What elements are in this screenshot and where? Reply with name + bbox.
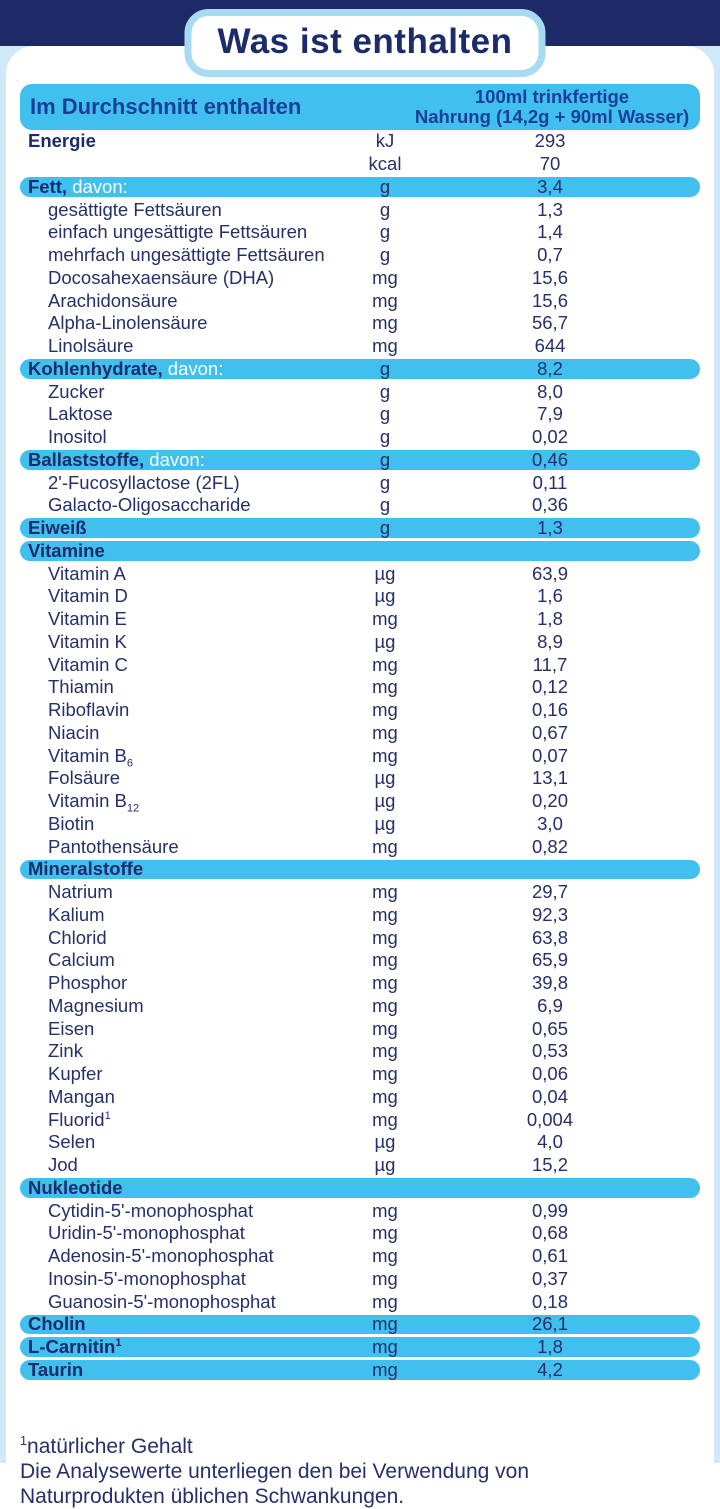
table-row: [20, 722, 700, 745]
row-label: gesättigte Fettsäuren: [48, 198, 222, 220]
row-unit: g: [379, 221, 391, 243]
row-label: Mineralstoffe: [28, 858, 144, 880]
table-row: [20, 949, 700, 972]
row-value: 1,4: [537, 221, 563, 243]
row-unit: g: [379, 380, 391, 402]
table-row: [20, 130, 700, 153]
row-label: Kohlenhydrate, davon:: [28, 357, 224, 379]
row-label: Alpha-Linolensäure: [48, 312, 208, 334]
row-unit: mg: [372, 1358, 398, 1380]
footnote-sup: 1: [20, 1434, 28, 1448]
table-row: [20, 221, 700, 244]
table-row: [20, 1359, 700, 1382]
row-label: Inositol: [48, 426, 107, 448]
row-unit: mg: [372, 1290, 398, 1312]
row-value: 0,99: [531, 1199, 568, 1221]
row-label: Zink: [48, 1040, 83, 1062]
table-row: [20, 244, 700, 267]
row-value: 0,53: [531, 1040, 568, 1062]
table-row: [20, 358, 700, 381]
row-unit: mg: [372, 1085, 398, 1107]
row-label: Nukleotide: [28, 1176, 123, 1198]
row-value: 0,7: [537, 244, 563, 266]
row-value: 1,6: [537, 585, 563, 607]
row-value: 3,4: [537, 175, 563, 197]
table-row: [20, 1154, 700, 1177]
row-label: Jod: [48, 1154, 78, 1176]
table-row: [20, 1268, 700, 1291]
table-header-bar: [20, 84, 700, 130]
row-value: 0,20: [531, 790, 568, 812]
table-row: [20, 540, 700, 563]
row-label: 2'-Fucosyllactose (2FL): [48, 471, 240, 493]
row-unit: µg: [374, 1154, 396, 1176]
row-unit: µg: [374, 585, 396, 607]
row-label: Galacto-Oligosaccharide: [48, 494, 251, 516]
table-row: [20, 1313, 700, 1336]
row-label: Vitamin E: [48, 608, 127, 630]
table-row: [20, 767, 700, 790]
row-label: Eisen: [48, 1017, 95, 1039]
table-row: [20, 858, 700, 881]
row-value: 39,8: [531, 972, 568, 994]
table-row: [20, 426, 700, 449]
row-value: 0,12: [531, 676, 568, 698]
header-left-label: Im Durchschnitt enthalten: [30, 94, 302, 119]
row-unit: mg: [372, 721, 398, 743]
row-unit: µg: [374, 630, 396, 652]
row-unit: g: [379, 494, 391, 516]
row-label: Folsäure: [48, 767, 120, 789]
table-row: [20, 790, 700, 813]
row-value: 293: [534, 130, 566, 152]
row-value: 0,16: [531, 699, 568, 721]
row-label: Zucker: [48, 380, 105, 402]
row-value: 56,7: [531, 312, 568, 334]
row-unit: mg: [372, 608, 398, 630]
row-label: Linolsäure: [48, 335, 134, 357]
row-label: Arachidonsäure: [48, 289, 178, 311]
table-row: [20, 176, 700, 199]
row-unit: g: [379, 471, 391, 493]
row-unit: g: [379, 357, 391, 379]
row-value: 15,6: [531, 289, 568, 311]
table-row: [20, 267, 700, 290]
row-label: Laktose: [48, 403, 113, 425]
table-row: [20, 926, 700, 949]
row-value: 1,8: [537, 1336, 563, 1358]
row-value: 4,0: [537, 1131, 563, 1153]
row-value: 63,9: [531, 562, 568, 584]
page-title: Was ist enthalten: [217, 22, 513, 61]
row-value: 0,67: [531, 721, 568, 743]
row-unit: g: [379, 244, 391, 266]
table-row: [20, 608, 700, 631]
row-value: 70: [539, 153, 561, 175]
row-value: 0,65: [531, 1017, 568, 1039]
row-value: 29,7: [531, 881, 568, 903]
row-unit: mg: [372, 699, 398, 721]
row-value: 0,61: [531, 1245, 568, 1267]
row-value: 1,3: [537, 198, 563, 220]
row-value: 0,82: [531, 835, 568, 857]
row-value: 0,02: [531, 426, 568, 448]
row-unit: g: [379, 403, 391, 425]
footnotes: [20, 1435, 680, 1509]
row-value: 15,2: [531, 1154, 568, 1176]
row-unit: µg: [374, 1131, 396, 1153]
table-row: [20, 1290, 700, 1313]
row-label: mehrfach ungesättigte Fettsäuren: [48, 244, 325, 266]
row-label: Mangan: [48, 1085, 115, 1107]
row-unit: mg: [372, 335, 398, 357]
row-unit: g: [379, 175, 391, 197]
row-label: Uridin-5'-monophosphat: [48, 1222, 245, 1244]
row-unit: mg: [372, 949, 398, 971]
row-value: 26,1: [531, 1313, 568, 1335]
table-row: [20, 198, 700, 221]
row-value: 0,46: [531, 448, 568, 470]
row-label: Niacin: [48, 721, 100, 743]
row-unit: g: [379, 198, 391, 220]
row-value: 0,07: [531, 744, 568, 766]
row-label: Guanosin-5'-monophosphat: [48, 1290, 276, 1312]
table-row: [20, 380, 700, 403]
table-row: [20, 335, 700, 358]
row-unit: mg: [372, 835, 398, 857]
table-row: [20, 995, 700, 1018]
table-row: [20, 744, 700, 770]
table-row: [20, 494, 700, 517]
table-row: [20, 1199, 700, 1222]
row-value: 3,0: [537, 812, 563, 834]
row-label: Calcium: [48, 949, 115, 971]
table-row: [20, 562, 700, 585]
table-row: [20, 813, 700, 836]
row-unit: mg: [372, 1267, 398, 1289]
row-unit: g: [379, 517, 391, 539]
row-unit: mg: [372, 1336, 398, 1358]
row-value: 65,9: [531, 949, 568, 971]
content-panel: [6, 46, 714, 1508]
row-label: Natrium: [48, 881, 113, 903]
title-badge: [184, 9, 545, 77]
row-unit: mg: [372, 1063, 398, 1085]
row-unit: µg: [374, 812, 396, 834]
table-row: [20, 289, 700, 312]
row-label: Fett, davon:: [28, 175, 128, 197]
row-unit: mg: [372, 903, 398, 925]
row-value: 4,2: [537, 1358, 563, 1380]
row-unit: mg: [372, 312, 398, 334]
row-unit: µg: [374, 790, 396, 812]
row-unit: mg: [372, 1040, 398, 1062]
row-unit: µg: [374, 767, 396, 789]
table-row: [20, 881, 700, 904]
header-right-line2: Nahrung (14,2g + 90ml Wasser): [414, 106, 690, 127]
row-value: 0,11: [532, 471, 568, 493]
row-unit: mg: [372, 266, 398, 288]
row-value: 8,0: [537, 380, 563, 402]
row-value: 0,04: [531, 1085, 568, 1107]
row-label: Energie: [28, 130, 96, 152]
header-right-line1: 100ml trinkfertige: [474, 86, 630, 107]
row-unit: mg: [372, 653, 398, 675]
table-row: [20, 1222, 700, 1245]
table-row: [20, 699, 700, 722]
row-unit: mg: [372, 1245, 398, 1267]
row-label: Docosahexaensäure (DHA): [48, 266, 275, 288]
row-label: einfach ungesättigte Fettsäuren: [48, 221, 308, 243]
table-row: [20, 1017, 700, 1040]
row-unit: µg: [374, 562, 396, 584]
table-row: [20, 1108, 700, 1131]
row-label: Inosin-5'-monophosphat: [48, 1267, 246, 1289]
table-row: [20, 449, 700, 472]
table-row: [20, 653, 700, 676]
row-value: 0,37: [531, 1267, 568, 1289]
row-unit: mg: [372, 881, 398, 903]
row-label: Biotin: [48, 812, 95, 834]
row-unit: mg: [372, 289, 398, 311]
table-row: [20, 403, 700, 426]
row-value: 11,7: [532, 653, 568, 675]
row-label: Vitamin $B_6$: [48, 744, 134, 770]
row-label: Vitamin $B_{12}$: [48, 790, 140, 815]
row-label: Vitamin A: [48, 562, 126, 584]
row-label: Cholin: [28, 1313, 86, 1335]
table-row: [20, 312, 700, 335]
row-value: 1,8: [537, 608, 563, 630]
row-unit: mg: [372, 744, 398, 766]
row-unit: mg: [372, 1313, 398, 1335]
row-value: 6,9: [537, 994, 563, 1016]
row-value: 7,9: [537, 403, 563, 425]
row-label: Riboflavin: [48, 699, 130, 721]
table-row: [20, 585, 700, 608]
row-unit: kJ: [375, 130, 395, 152]
row-label: Thiamin: [48, 676, 114, 698]
footnote-analysis-values: Die Analysewerte unterliegen den bei Verwendung von Naturprodukten üblichen Schwankungen.: [20, 1460, 530, 1508]
row-unit: kcal: [368, 153, 402, 175]
row-label: Phosphor: [48, 972, 128, 994]
table-row: [20, 471, 700, 494]
row-value: 0,004: [526, 1108, 574, 1130]
table-row: [20, 1086, 700, 1109]
row-value: 92,3: [531, 903, 568, 925]
row-value: 63,8: [531, 926, 568, 948]
row-unit: mg: [372, 676, 398, 698]
row-unit: mg: [372, 994, 398, 1016]
row-label: Vitamin K: [48, 630, 127, 652]
row-label: Eiweiß: [28, 517, 87, 539]
row-unit: mg: [372, 972, 398, 994]
row-unit: g: [379, 426, 391, 448]
header-right-label: [406, 87, 698, 127]
row-value: 8,9: [537, 630, 563, 652]
row-value: 0,18: [531, 1290, 568, 1312]
row-value: 0,68: [531, 1222, 568, 1244]
row-value: 15,6: [531, 266, 568, 288]
table-row: [20, 517, 700, 540]
row-value: 0,06: [531, 1063, 568, 1085]
row-unit: mg: [372, 1222, 398, 1244]
row-label: L-Carnitin$^1$: [28, 1336, 122, 1358]
row-label: Pantothensäure: [48, 835, 179, 857]
row-unit: mg: [372, 926, 398, 948]
row-value: 1,3: [537, 517, 563, 539]
row-unit: mg: [372, 1199, 398, 1221]
table-row: [20, 835, 700, 858]
table-row: [20, 1245, 700, 1268]
footnote-natural-content: $^1$natürlicher Gehalt: [20, 1434, 193, 1458]
row-label: Selen: [48, 1131, 96, 1153]
row-unit: g: [379, 448, 391, 470]
table-row: [20, 1177, 700, 1200]
row-label: Vitamin D: [48, 585, 128, 607]
row-value: 13,1: [531, 767, 568, 789]
row-label: Vitamin C: [48, 653, 128, 675]
row-value: 644: [534, 335, 566, 357]
row-label: Taurin: [28, 1358, 84, 1380]
row-label: Ballaststoffe, davon:: [28, 448, 205, 470]
table-row: [20, 1336, 700, 1359]
row-value: 0,36: [531, 494, 568, 516]
row-unit: mg: [372, 1108, 398, 1130]
table-row: [20, 972, 700, 995]
table-row: [20, 676, 700, 699]
row-label: Magnesium: [48, 994, 144, 1016]
row-value: 8,2: [537, 357, 563, 379]
row-unit: mg: [372, 1017, 398, 1039]
table-row: [20, 1063, 700, 1086]
table-row: [20, 904, 700, 927]
nutrition-table: [20, 130, 700, 1381]
row-label: Cytidin-5'-monophosphat: [48, 1199, 254, 1221]
table-row: [20, 1040, 700, 1063]
table-row: [20, 631, 700, 654]
row-label: Adenosin-5'-monophosphat: [48, 1245, 274, 1267]
table-row: [20, 1131, 700, 1154]
row-label: Vitamine: [28, 539, 105, 561]
row-label: Kupfer: [48, 1063, 103, 1085]
row-label: Chlorid: [48, 926, 107, 948]
row-label: Kalium: [48, 903, 105, 925]
row-label: Fluorid$^1$: [48, 1108, 111, 1130]
table-row: [20, 153, 700, 176]
